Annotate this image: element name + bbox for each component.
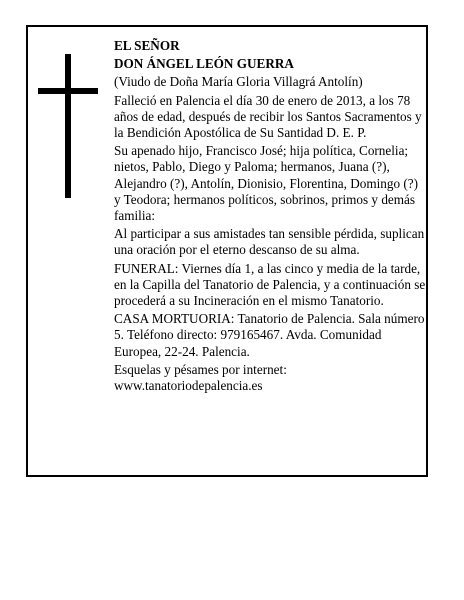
house-paragraph: CASA MORTUORIA: Tanatorio de Palencia. Sala número 5. Teléfono directo: 979165467. Avda. Comunidad Europea, 22-24. Palencia. (114, 311, 425, 359)
internet-line: Esquelas y pésames por internet: (114, 361, 287, 377)
deceased-name: DON ÁNGEL LEÓN GUERRA (114, 56, 294, 72)
family-paragraph: Su apenado hijo, Francisco José; hija política, Cornelia; nietos, Pablo, Diego y Paloma; hermanos, Juana (?), Alejandro (?), Antolín, Dionisio, Florentina, Domingo (?) y Teodora; hermanos políticos, sobrinos, primos y demás familia: (114, 143, 418, 224)
widower-of-line: (Viudo de Doña María Gloria Villagrá Antolín) (114, 74, 363, 90)
cross-horizontal-bar (38, 88, 98, 94)
funeral-paragraph: FUNERAL: Viernes día 1, a las cinco y media de la tarde, en la Capilla del Tanatorio de Palencia, y a continuación se procederá a su Incineración en el mismo Tanatorio. (114, 260, 426, 309)
death-paragraph: Falleció en Palencia el día 30 de enero de 2013, a los 78 años de edad, después de recibir los Santos Sacramentos y la Bendición Apostólica de Su Santidad D. E. P. (114, 92, 422, 141)
request-paragraph: Al participar a sus amistades tan sensible pérdida, suplican una oración por el eterno descanso de su alma. (114, 226, 425, 258)
title-line-1: EL SEÑOR (114, 38, 180, 53)
obituary-text (114, 38, 426, 396)
website-link[interactable]: www.tanatoriodepalencia.es (114, 378, 263, 394)
latin-cross-icon (38, 54, 98, 198)
cross-vertical-bar (65, 54, 71, 198)
